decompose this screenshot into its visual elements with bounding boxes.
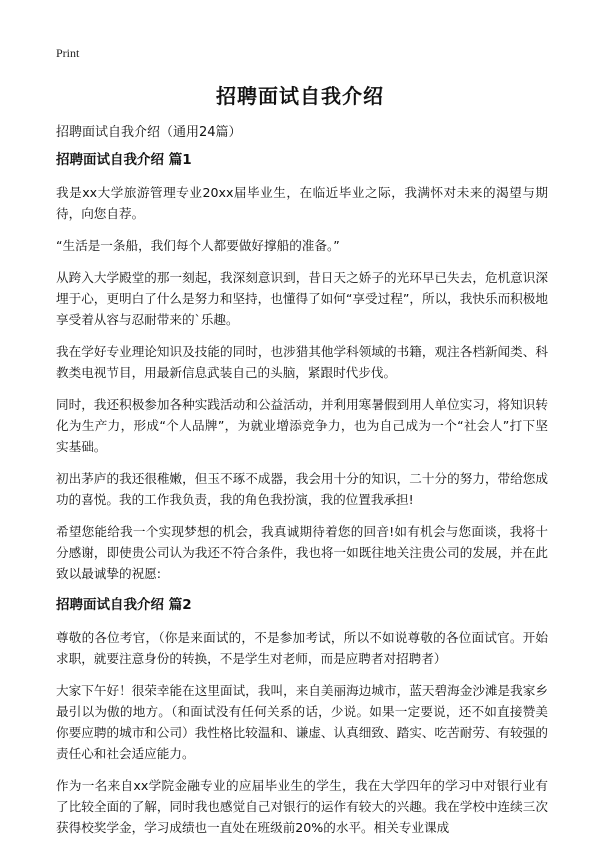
section-1	[56, 150, 548, 584]
paragraph: 同时，我还积极参加各种实践活动和公益活动，并利用寒暑假到用人单位实习，将知识转化为生产力，形成“个人品牌”，为就业增添竞争力，也为自己成为一个“社会人”打下坚实基础。	[56, 397, 548, 454]
paragraph: 我在学好专业理论知识及技能的同时，也涉猎其他学科领域的书籍，观注各档新闻类、科教类电视节目，用最新信息武装自己的头脑，紧跟时代步伐。	[56, 344, 548, 380]
paragraph: 尊敬的各位考官，（你是来面试的，不是参加考试，所以不如说尊敬的各位面试官。开始求职，就要注意身份的转换，不是学生对老师，而是应聘者对招聘者）	[56, 630, 548, 666]
paragraph: 我是xx大学旅游管理专业20xx届毕业生，在临近毕业之际，我满怀对未来的渴望与期待，向您自荐。	[56, 185, 548, 221]
section-heading: 招聘面试自我介绍 篇2	[56, 597, 192, 613]
section-heading: 招聘面试自我介绍 篇1	[56, 152, 192, 168]
print-label: Print	[56, 46, 80, 60]
paragraph: 从跨入大学殿堂的那一刻起，我深刻意识到，昔日天之娇子的光环早已失去，危机意识深埋于心，更明白了什么是努力和坚持，也懂得了如何“享受过程”，所以，我快乐而积极地享受着从容与忍耐带来的`乐趣。	[56, 270, 548, 327]
document-body	[56, 150, 548, 849]
paragraph: 初出茅庐的我还很稚嫩，但玉不琢不成器，我会用十分的知识，二十分的努力，带给您成功的喜悦。我的工作我负责，我的角色我扮演，我的位置我承担!	[56, 471, 548, 507]
paragraph: “生活是一条船，我们每个人都要做好撑船的准备。”	[56, 238, 340, 253]
paragraph: 作为一名来自xx学院金融专业的应届毕业生的学生，我在大学四年的学习中对银行业有了比较全面的了解，同时我也感觉自己对银行的运作有较大的兴趣。我在学校中连续三次获得校奖学金，学习成绩也一直处在班级前20%的水平。相关专业课成	[56, 778, 548, 835]
doc-subtitle: 招聘面试自我介绍（通用24篇）	[56, 125, 242, 140]
paragraph: 大家下午好！很荣幸能在这里面试，我叫，来自美丽海边城市，蓝天碧海金沙滩是我家乡最引以为傲的地方。（和面试没有任何关系的话，少说。如果一定要说，还不如直接赞美你要应聘的城市和公司）我性格比较温和、谦虚、认真细致、踏实、吃苦耐劳、有较强的责任心和社会适应能力。	[56, 683, 548, 761]
section-2	[56, 595, 548, 838]
paragraph: 希望您能给我一个实现梦想的机会，我真诚期待着您的回音!如有机会与您面谈，我将十分感谢，即使贵公司认为我还不符合条件，我也将一如既往地关注贵公司的发展，并在此致以最诚挚的祝愿:	[56, 524, 548, 581]
page-title: 招聘面试自我介绍	[216, 84, 384, 108]
